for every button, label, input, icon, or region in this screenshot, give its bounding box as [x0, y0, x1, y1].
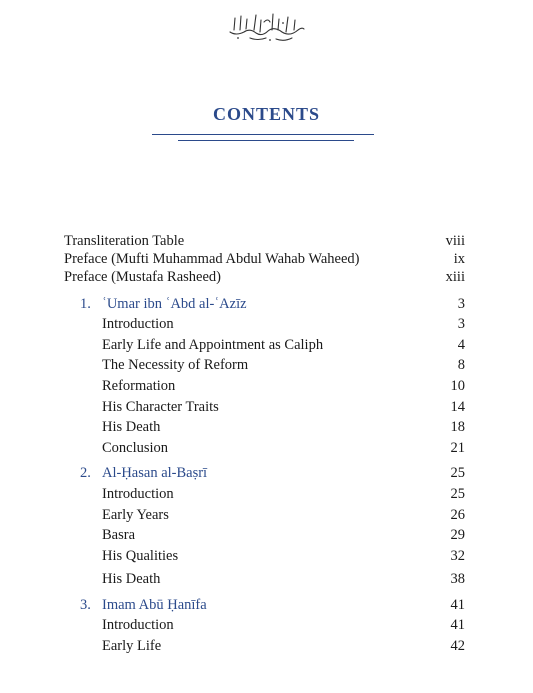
toc-section[interactable]	[102, 637, 465, 655]
chapter-number: 2.	[80, 465, 91, 481]
chapter-title: Al-Ḥasan al-Baṣrī	[102, 465, 208, 481]
toc-entry-label: Preface (Mufti Muhammad Abdul Wahab Waheed)	[64, 251, 360, 267]
chapter-number: 1.	[80, 296, 91, 312]
toc-section-page: 38	[450, 571, 465, 587]
toc-section-page: 18	[450, 419, 465, 435]
toc-entry-label: Preface (Mustafa Rasheed)	[64, 269, 222, 285]
toc-section-label: His Qualities	[102, 548, 179, 564]
chapter-title: ʿUmar ibn ʿAbd al-ʿAzīz	[102, 296, 247, 312]
toc-section-label: The Necessity of Reform	[102, 357, 249, 373]
toc-chapter-3[interactable]	[80, 596, 465, 614]
toc-section[interactable]	[102, 439, 465, 457]
toc-section[interactable]	[102, 418, 465, 436]
toc-entry-page: xiii	[445, 269, 465, 285]
chapter-title: Imam Abū Ḥanīfa	[102, 597, 207, 613]
toc-chapter-2[interactable]	[80, 464, 465, 482]
toc-section[interactable]	[102, 506, 465, 524]
toc-chapter-1[interactable]	[80, 295, 465, 313]
toc-section-label: Introduction	[102, 617, 174, 633]
toc-section-label: Introduction	[102, 316, 174, 332]
toc-section-page: 32	[450, 548, 465, 564]
toc-entry[interactable]	[64, 268, 465, 286]
toc-entry-label: Transliteration Table	[64, 233, 185, 249]
toc-section[interactable]	[102, 485, 465, 503]
toc-entry[interactable]	[64, 232, 465, 250]
toc-section-page: 4	[457, 337, 465, 353]
page-title: CONTENTS	[212, 104, 321, 124]
toc-section[interactable]	[102, 526, 465, 544]
toc-section-page: 29	[450, 527, 465, 543]
toc-section[interactable]	[102, 356, 465, 374]
toc-section-label: Introduction	[102, 486, 174, 502]
toc-section-label: His Death	[102, 419, 161, 435]
toc-section-page: 25	[450, 486, 465, 502]
toc-section-page: 26	[450, 507, 465, 523]
toc-section[interactable]	[102, 547, 465, 565]
toc-section-page: 42	[450, 638, 465, 654]
toc-entry-page: viii	[445, 233, 465, 249]
toc-section-page: 8	[457, 357, 465, 373]
toc-section-label: His Character Traits	[102, 399, 219, 415]
toc-section-page: 10	[450, 378, 465, 394]
toc-section[interactable]	[102, 336, 465, 354]
toc-section[interactable]	[102, 377, 465, 395]
toc-section-label: Early Life and Appointment as Caliph	[102, 337, 324, 353]
chapter-number: 3.	[80, 597, 91, 613]
toc-section[interactable]	[102, 315, 465, 333]
toc-section-page: 41	[450, 617, 465, 633]
title-rule-top	[152, 134, 374, 135]
toc-section-page: 3	[457, 316, 465, 332]
toc-entry-page: 41	[450, 597, 465, 613]
toc-section-label: His Death	[102, 571, 161, 587]
toc-entry-page: 25	[450, 465, 465, 481]
toc-entry-page: ix	[453, 251, 465, 267]
toc-section-label: Early Years	[102, 507, 169, 523]
toc-section-label: Basra	[102, 527, 136, 543]
toc-section-label: Conclusion	[102, 440, 169, 456]
bismillah-calligraphy-icon	[226, 10, 306, 44]
toc-section[interactable]	[102, 398, 465, 416]
toc-section-label: Reformation	[102, 378, 176, 394]
toc-section-page: 14	[450, 399, 465, 415]
toc-section-label: Early Life	[102, 638, 162, 654]
toc-entry[interactable]	[64, 250, 465, 268]
toc-section-page: 21	[450, 440, 465, 456]
toc-entry-page: 3	[457, 296, 465, 312]
toc-section[interactable]	[102, 616, 465, 634]
title-rule-bottom	[178, 140, 354, 141]
toc-section[interactable]	[102, 570, 465, 588]
